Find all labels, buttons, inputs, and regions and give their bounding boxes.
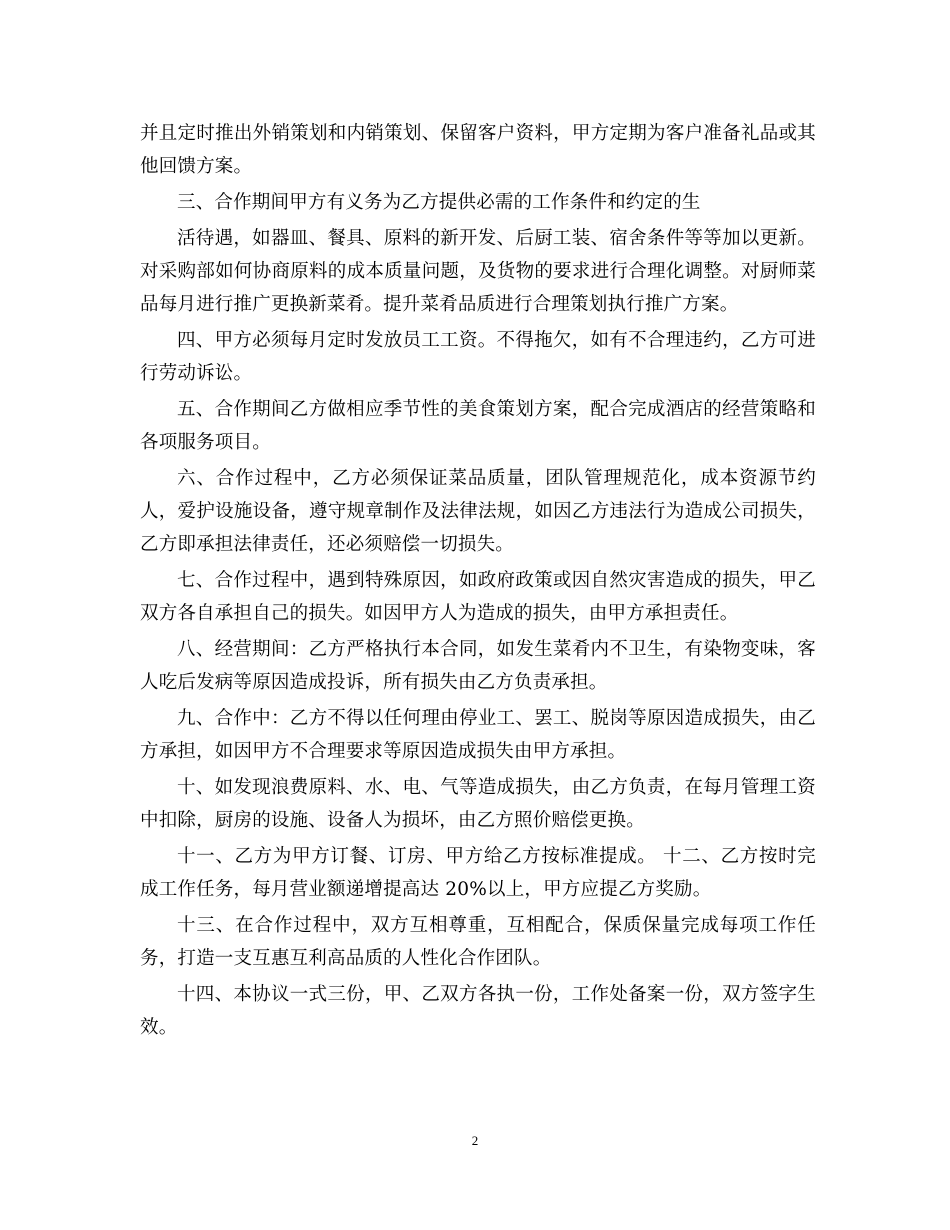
paragraph-clause-3-body: 活待遇，如器皿、餐具、原料的新开发、后厨工装、宿舍条件等等加以更新。对采购部如何协商原料的成本质量问题，及货物的要求进行合理化调整。对厨师菜品每月进行推广更换新菜肴。提升菜肴品质进行合理策划执行推广方案。 [140,228,816,315]
paragraph-clause-3-heading: 三、合作期间甲方有义务为乙方提供必需的工作条件和约定的生 [177,192,701,213]
paragraph-clause-6: 六、合作过程中，乙方必须保证菜品质量，团队管理规范化，成本资源节约人，爱护设施设备，遵守规章制作及法律法规，如因乙方违法行为造成公司损失，乙方即承担法律责任，还必须赔偿一切损失。 [140,468,816,555]
page-number: 2 [471,1133,479,1148]
paragraph-clause-5: 五、合作期间乙方做相应季节性的美食策划方案，配合完成酒店的经营策略和各项服务项目。 [140,399,816,453]
paragraph-clause-9: 九、合作中：乙方不得以任何理由停业工、罢工、脱岗等原因造成损失，由乙方承担，如因甲方不合理要求等原因造成损失由甲方承担。 [140,708,816,762]
paragraph-clause-10: 十、如发现浪费原料、水、电、气等造成损失，由乙方负责，在每月管理工资中扣除，厨房的设施、设备人为损坏，由乙方照价赔偿更换。 [140,777,816,831]
paragraph-clause-14: 十四、本协议一式三份，甲、乙双方各执一份，工作处备案一份，双方签字生效。 [140,984,816,1038]
paragraph-clause-13: 十三、在合作过程中，双方互相尊重，互相配合，保质保量完成每项工作任务，打造一支互惠互利高品质的人性化合作团队。 [140,915,816,969]
paragraph-clause-4: 四、甲方必须每月定时发放员工工资。不得拖欠，如有不合理违约，乙方可进行劳动诉讼。 [140,330,816,384]
document-body [140,117,816,1047]
paragraph-clause-11-12: 十一、乙方为甲方订餐、订房、甲方给乙方按标准提成。 十二、乙方按时完成工作任务，每月营业额递增提高达 20%以上，甲方应提乙方奖励。 [140,846,816,900]
paragraph-clause-7: 七、合作过程中，遇到特殊原因，如政府政策或因自然灾害造成的损失，甲乙双方各自承担自己的损失。如因甲方人为造成的损失，由甲方承担责任。 [140,570,816,624]
paragraph-clause-8: 八、经营期间：乙方严格执行本合同，如发生菜肴内不卫生，有染物变味，客人吃后发病等原因造成投诉，所有损失由乙方负责承担。 [140,639,816,693]
paragraph-continuation: 并且定时推出外销策划和内销策划、保留客户资料，甲方定期为客户准备礼品或其他回馈方案。 [140,123,816,177]
